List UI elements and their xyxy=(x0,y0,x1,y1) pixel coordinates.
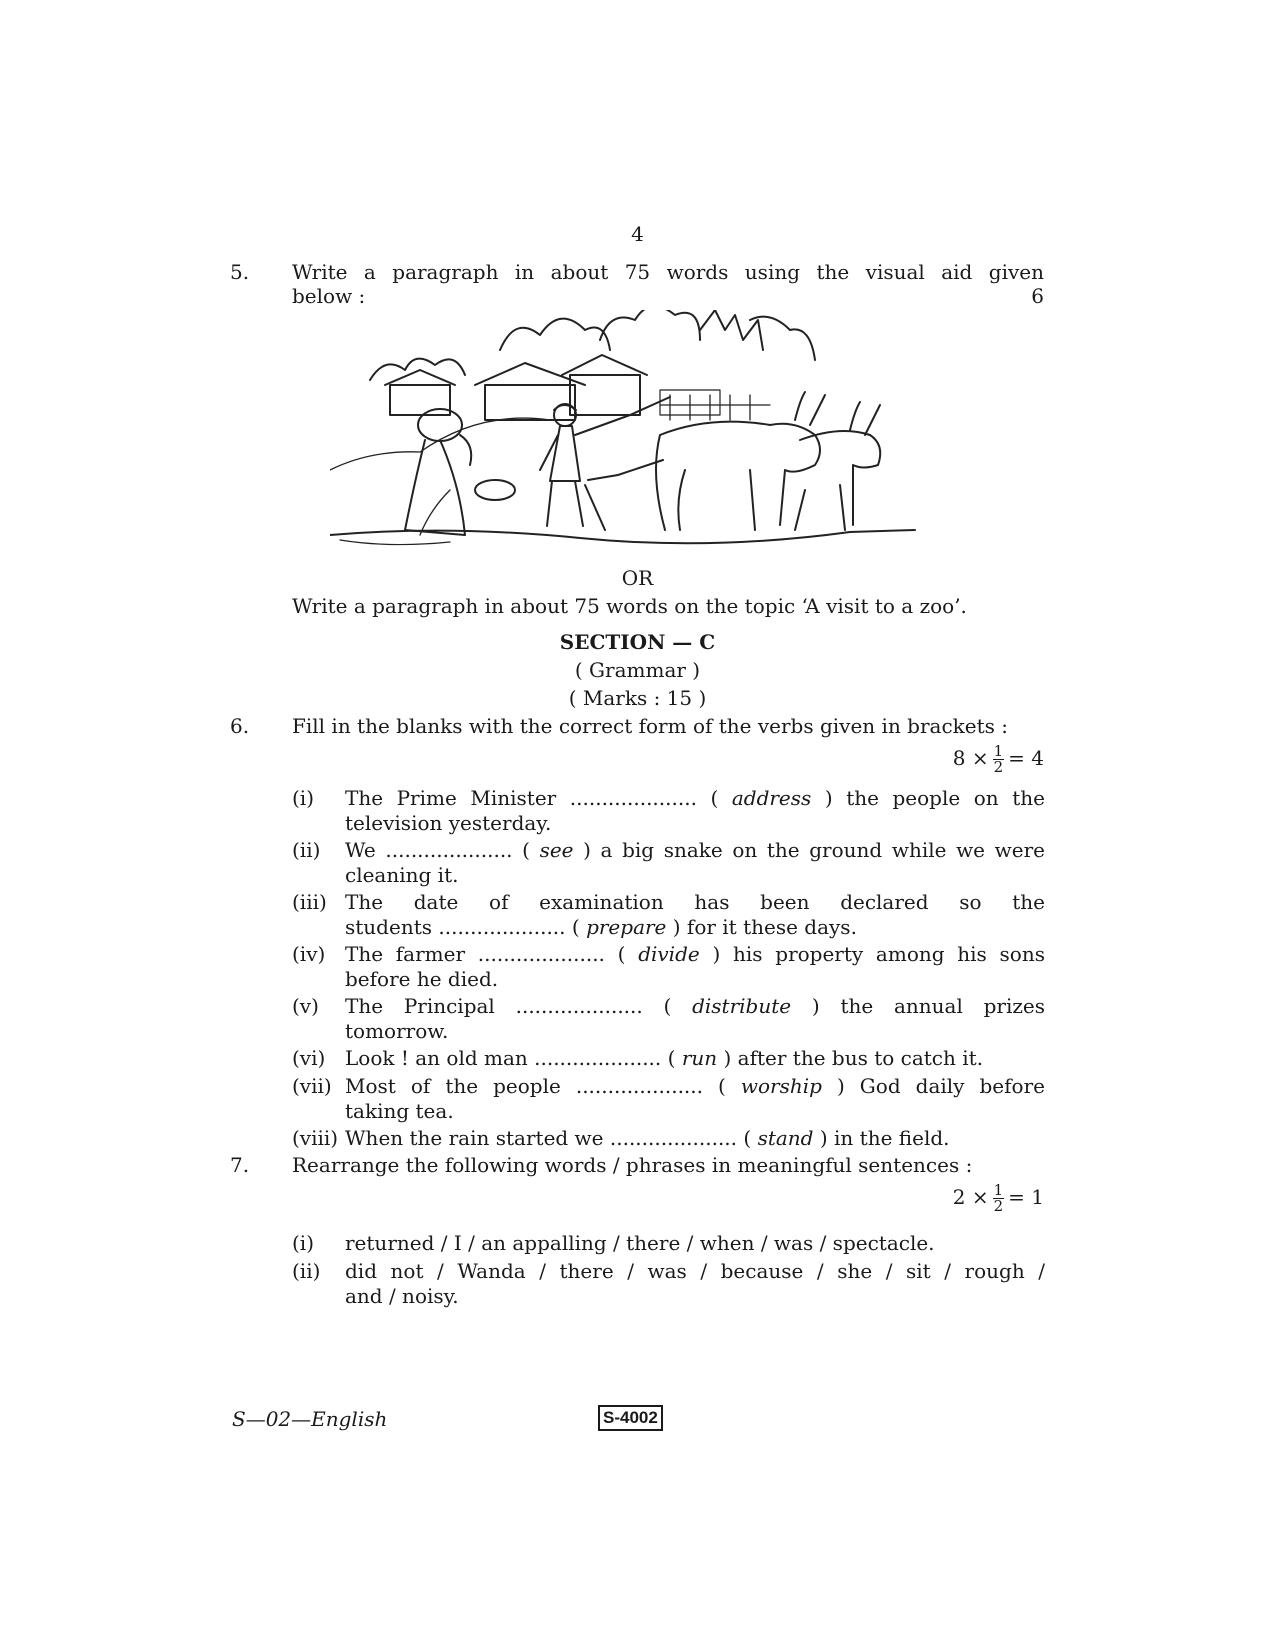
q6-item-1: The Prime Minister .................... ( address ) the people on the television yesterday. xyxy=(345,786,1045,835)
question-5-alternative: Write a paragraph in about 75 words on the topic ‘A visit to a zoo’. xyxy=(292,594,967,618)
q6-item-4-text-c: before he died. xyxy=(345,967,499,991)
q6-item-label: (i) xyxy=(292,786,315,810)
ploughing-illustration xyxy=(330,310,960,580)
q6-item-2: We .................... ( see ) a big snake on the ground while we were cleaning it. xyxy=(345,838,1045,887)
question-6-marks-lhs: 8 × xyxy=(952,746,989,770)
q6-item-3-text-a: The date of examination has been declared so the xyxy=(345,890,1045,914)
q7-item-1: returned / I / an appalling / there / when / was / spectacle. xyxy=(345,1231,935,1255)
fraction-numerator: 1 xyxy=(993,1181,1004,1199)
q6-item-5-text-b: the annual prizes xyxy=(840,994,1045,1018)
question-7-number: 7. xyxy=(230,1153,250,1177)
q6-item-4-text-a: The farmer xyxy=(345,942,466,966)
q6-item-1-text-a: The Prime Minister xyxy=(345,786,557,810)
q6-item-label: (iii) xyxy=(292,890,327,914)
q6-item-7-text-a: Most of the people xyxy=(345,1074,561,1098)
q6-item-2-blank: .................... xyxy=(385,838,513,862)
q6-item-label: (ii) xyxy=(292,838,321,862)
q6-item-7: Most of the people .................... ( worship ) God daily before taking tea. xyxy=(345,1074,1045,1123)
fraction-denominator: 2 xyxy=(993,1197,1004,1215)
q6-item-8: When the rain started we .................... ( stand ) in the field. xyxy=(345,1126,950,1150)
q6-item-3-text-c: for it these days. xyxy=(686,915,857,939)
q6-item-6-text-a: Look ! an old man xyxy=(345,1046,528,1070)
q7-item-2 xyxy=(345,1259,1045,1309)
footer-subject-code: S—02—English xyxy=(232,1407,388,1431)
q6-item-label: (iv) xyxy=(292,942,326,966)
question-5-text-line2 xyxy=(292,284,1044,309)
question-5-text-line2-words: below : xyxy=(292,284,366,308)
q6-item-2-text-a: We xyxy=(345,838,376,862)
section-marks: ( Marks : 15 ) xyxy=(568,686,707,710)
q6-item-1-text-c: television yesterday. xyxy=(345,811,552,835)
question-7-marks-lhs: 2 × xyxy=(952,1185,989,1209)
q6-item-5-text-a: The Principal xyxy=(345,994,495,1018)
question-5-text-line1: Write a paragraph in about 75 words using the visual aid given xyxy=(292,260,1044,284)
question-7-marks-fraction xyxy=(993,1183,1005,1214)
q6-item-8-verb: stand xyxy=(757,1126,814,1150)
q6-item-8-text-a: When the rain started we xyxy=(345,1126,604,1150)
q6-item-7-text-c: taking tea. xyxy=(345,1099,454,1123)
question-7-marks-rhs: = 1 xyxy=(1008,1185,1044,1209)
q6-item-4: The farmer .................... ( divide ) his property among his sons before he died. xyxy=(345,942,1045,991)
question-5-marks: 6 xyxy=(1031,284,1044,308)
section-title: SECTION — C xyxy=(559,630,716,654)
q6-item-6: Look ! an old man .................... ( run ) after the bus to catch it. xyxy=(345,1046,984,1070)
question-6-marks-fraction xyxy=(993,744,1005,775)
question-6-text: Fill in the blanks with the correct form of the verbs given in brackets : xyxy=(292,714,1009,738)
question-6-number: 6. xyxy=(230,714,250,738)
footer-paper-code: S-4002 xyxy=(598,1405,663,1431)
q6-item-4-text-b: his property among his sons xyxy=(733,942,1045,966)
q6-item-2-text-b: a big snake on the ground while we were xyxy=(600,838,1045,862)
question-6-marks-rhs: = 4 xyxy=(1008,746,1044,770)
q6-item-6-text-b: after the bus to catch it. xyxy=(737,1046,984,1070)
q6-item-5-text-c: tomorrow. xyxy=(345,1019,449,1043)
question-6-marks xyxy=(292,744,1044,775)
q6-item-6-verb: run xyxy=(681,1046,718,1070)
q6-item-7-blank: .................... xyxy=(575,1074,703,1098)
question-7-text: Rearrange the following words / phrases in meaningful sentences : xyxy=(292,1153,973,1177)
q6-item-1-blank: .................... xyxy=(569,786,697,810)
q6-item-2-text-c: cleaning it. xyxy=(345,863,459,887)
q6-item-5-verb: distribute xyxy=(692,994,792,1018)
q6-item-6-blank: .................... xyxy=(534,1046,662,1070)
q6-item-2-verb: see xyxy=(539,838,574,862)
q6-item-8-text-b: in the field. xyxy=(834,1126,950,1150)
or-separator: OR xyxy=(621,566,654,590)
q7-item-2-line1: did not / Wanda / there / was / because / she / sit / rough / xyxy=(345,1259,1045,1283)
q6-item-4-blank: .................... xyxy=(477,942,605,966)
q6-item-5-blank: .................... xyxy=(515,994,643,1018)
q6-item-8-blank: .................... xyxy=(609,1126,738,1150)
q6-item-3-verb: prepare xyxy=(586,915,667,939)
q6-item-label: (vi) xyxy=(292,1046,326,1070)
fraction-numerator: 1 xyxy=(993,742,1004,760)
q6-item-3: The date of examination has been declared so the students .................... ( prepare ) for it these days. xyxy=(345,890,1045,939)
q6-item-3-text-b: students xyxy=(345,915,433,939)
question-7-marks xyxy=(292,1183,1044,1214)
q6-item-label: (viii) xyxy=(292,1126,339,1150)
q7-item-2-line2: and / noisy. xyxy=(345,1284,459,1308)
page-number: 4 xyxy=(631,222,644,246)
fraction-denominator: 2 xyxy=(993,758,1004,776)
question-5-number: 5. xyxy=(230,260,250,284)
q6-item-label: (vii) xyxy=(292,1074,332,1098)
q6-item-1-verb: address xyxy=(731,786,812,810)
q6-item-4-verb: divide xyxy=(638,942,700,966)
q6-item-5: The Principal .................... ( distribute ) the annual prizes tomorrow. xyxy=(345,994,1045,1043)
q6-item-7-verb: worship xyxy=(740,1074,822,1098)
q6-item-label: (v) xyxy=(292,994,319,1018)
q7-item-label: (ii) xyxy=(292,1259,321,1283)
q6-item-3-blank: .................... xyxy=(438,915,566,939)
q7-item-label: (i) xyxy=(292,1231,315,1255)
section-subtitle: ( Grammar ) xyxy=(574,658,701,682)
q6-item-1-text-b: the people on the xyxy=(846,786,1045,810)
q6-item-7-text-b: God daily before xyxy=(859,1074,1045,1098)
